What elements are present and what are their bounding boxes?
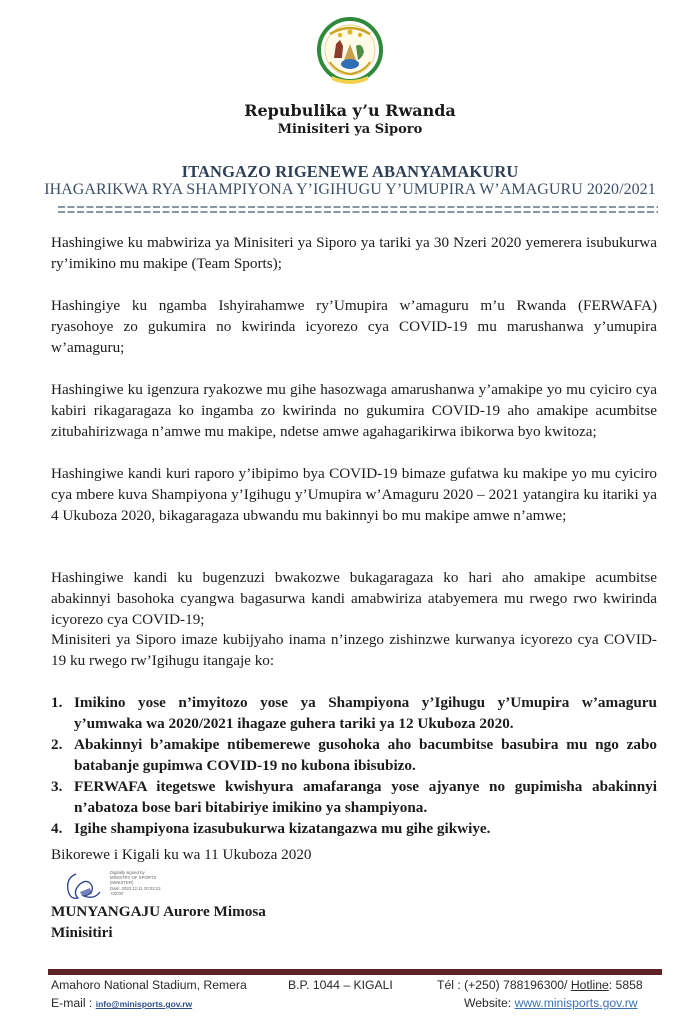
place-and-date: Bikorewe i Kigali ku wa 11 Ukuboza 2020 [51, 846, 312, 863]
decision-item [51, 692, 657, 734]
decision-text: Igihe shampiyona izasubukurwa kizatangazwa mu gihe gikwiye. [74, 820, 491, 837]
double-dash-divider [58, 206, 658, 214]
footer-telephone [437, 978, 643, 992]
paragraph: Hashingiwe ku mabwiriza ya Minisiteri ya Siporo ya tariki ya 30 Nzeri 2020 yemerera isubukurwa ry’imikino mu makipe (Team Sports); [51, 234, 657, 272]
notice-title: ITANGAZO RIGENEWE ABANYAMAKURU [181, 162, 519, 181]
decision-number: 3. [51, 778, 63, 795]
website-link[interactable]: www.minisports.gov.rw [514, 996, 638, 1010]
paragraph: Hashingiwe kandi ku bugenzuzi bwakozwe bukagaragaza ko hari aho amakipe acumbitse abakinnyi basohoka cyangwa bagasurwa kandi amabwiriza atabyemera mu rwego rwo kwirinda icyorezo cya COVID-19; [51, 569, 657, 628]
ministry-title: Minisiteri ya Siporo [277, 122, 423, 137]
footer-divider [48, 969, 662, 975]
decisions-list [51, 692, 657, 839]
paragraph: Hashingiwe kandi kuri raporo y’ibipimo bya COVID-19 bimaze gufatwa ku makipe yo mu cyiciro cya mbere kuva Shampiyona y’Igihugu y’Umupira w’Amaguru 2020 – 2021 yatangira ku itariki ya 4 Ukuboza 2020, bikagaragaza ubwandu mu bakinnyi bo mu makipe amwe n’amwe; [51, 465, 657, 524]
decision-item [51, 734, 657, 776]
stamp-line: MINISTRY OF SPORTS [110, 875, 157, 881]
stamp-line: Digitally signed by [110, 870, 145, 875]
email-link[interactable]: info@minisports.gov.rw [95, 999, 193, 1009]
signer-title: Minisitiri [51, 924, 113, 941]
republic-title: Repubulika y’u Rwanda [244, 101, 456, 120]
hotline-label: Hotline [570, 978, 609, 992]
decision-text: Imikino yose n’imyitozo yose ya Shampiyona y’Igihugu y’Umupira w’amaguru y’umwaka wa 2020/2021 ihagaze guhera tariki ya 12 Ukuboza 2020. [74, 694, 657, 732]
footer-website [464, 996, 638, 1010]
decision-text: Abakinnyi b’amakipe ntibemerewe gusohoka aho bacumbitse basubira mu ngo zabo batabanje gupimwa COVID-19 no kubona ibisubizo. [74, 736, 657, 774]
tel-label: Tél : (+250) 788196300/ [437, 978, 571, 992]
paragraph: Hashingiye ku ngamba Ishyirahamwe ry’Umupira w’amaguru m’u Rwanda (FERWAFA) ryasohoye zo gukumira no kwirinda icyorezo cya COVID-19 mu marushanwa y’umupira w’amaguru; [51, 297, 657, 356]
hotline-value: : 5858 [608, 978, 643, 992]
decision-item [51, 776, 657, 818]
stamp-line: +02'00' [110, 890, 124, 896]
stamp-line: Date: 2020.12.11 20:03:13 [110, 885, 161, 891]
footer-po-box: B.P. 1044 – KIGALI [288, 978, 393, 992]
paragraph: Minisiteri ya Siporo imaze kubijyaho inama n’inzego zishinzwe kurwanya icyorezo cya COVID-19 ku rwego rw’Igihugu itangaje ko: [51, 631, 657, 669]
stamp-line: (MINISTER) [110, 880, 134, 886]
decision-text: FERWAFA itegetswe kwishyura amafaranga yose ajyanye no gupimisha abakinnyi n’abatoza bose bari bitabiriye imikino ya shampiyona. [74, 778, 657, 816]
signer-name: MUNYANGAJU Aurore Mimosa [51, 903, 266, 920]
digital-signature-stamp [110, 870, 161, 896]
paragraph: Hashingiwe ku igenzura ryakozwe mu gihe hasozwaga amarushanwa y’amakipe yo mu cyiciro cya kabiri rikagaragaza ko ingamba zo kwirinda no gukumira COVID-19 aho amakipe acumbitse zitubahirizwaga n’amwe mu makipe, ndetse amwe agahagarikirwa ibikorwa byo kwitoza; [51, 381, 657, 440]
website-label: Website: [464, 996, 515, 1010]
rwanda-coat-of-arms-icon [316, 16, 384, 88]
handwritten-signature-icon [62, 870, 108, 904]
decision-number: 2. [51, 736, 63, 753]
decision-number: 4. [51, 820, 63, 837]
notice-subtitle: IHAGARIKWA RYA SHAMPIYONA Y’IGIHUGU Y’UMUPIRA W’AMAGURU 2020/2021 [44, 181, 656, 198]
email-label: E-mail : [51, 996, 96, 1010]
decision-item [51, 818, 657, 839]
decision-number: 1. [51, 694, 63, 711]
footer-address: Amahoro National Stadium, Remera [51, 978, 247, 992]
footer-email [51, 996, 192, 1010]
